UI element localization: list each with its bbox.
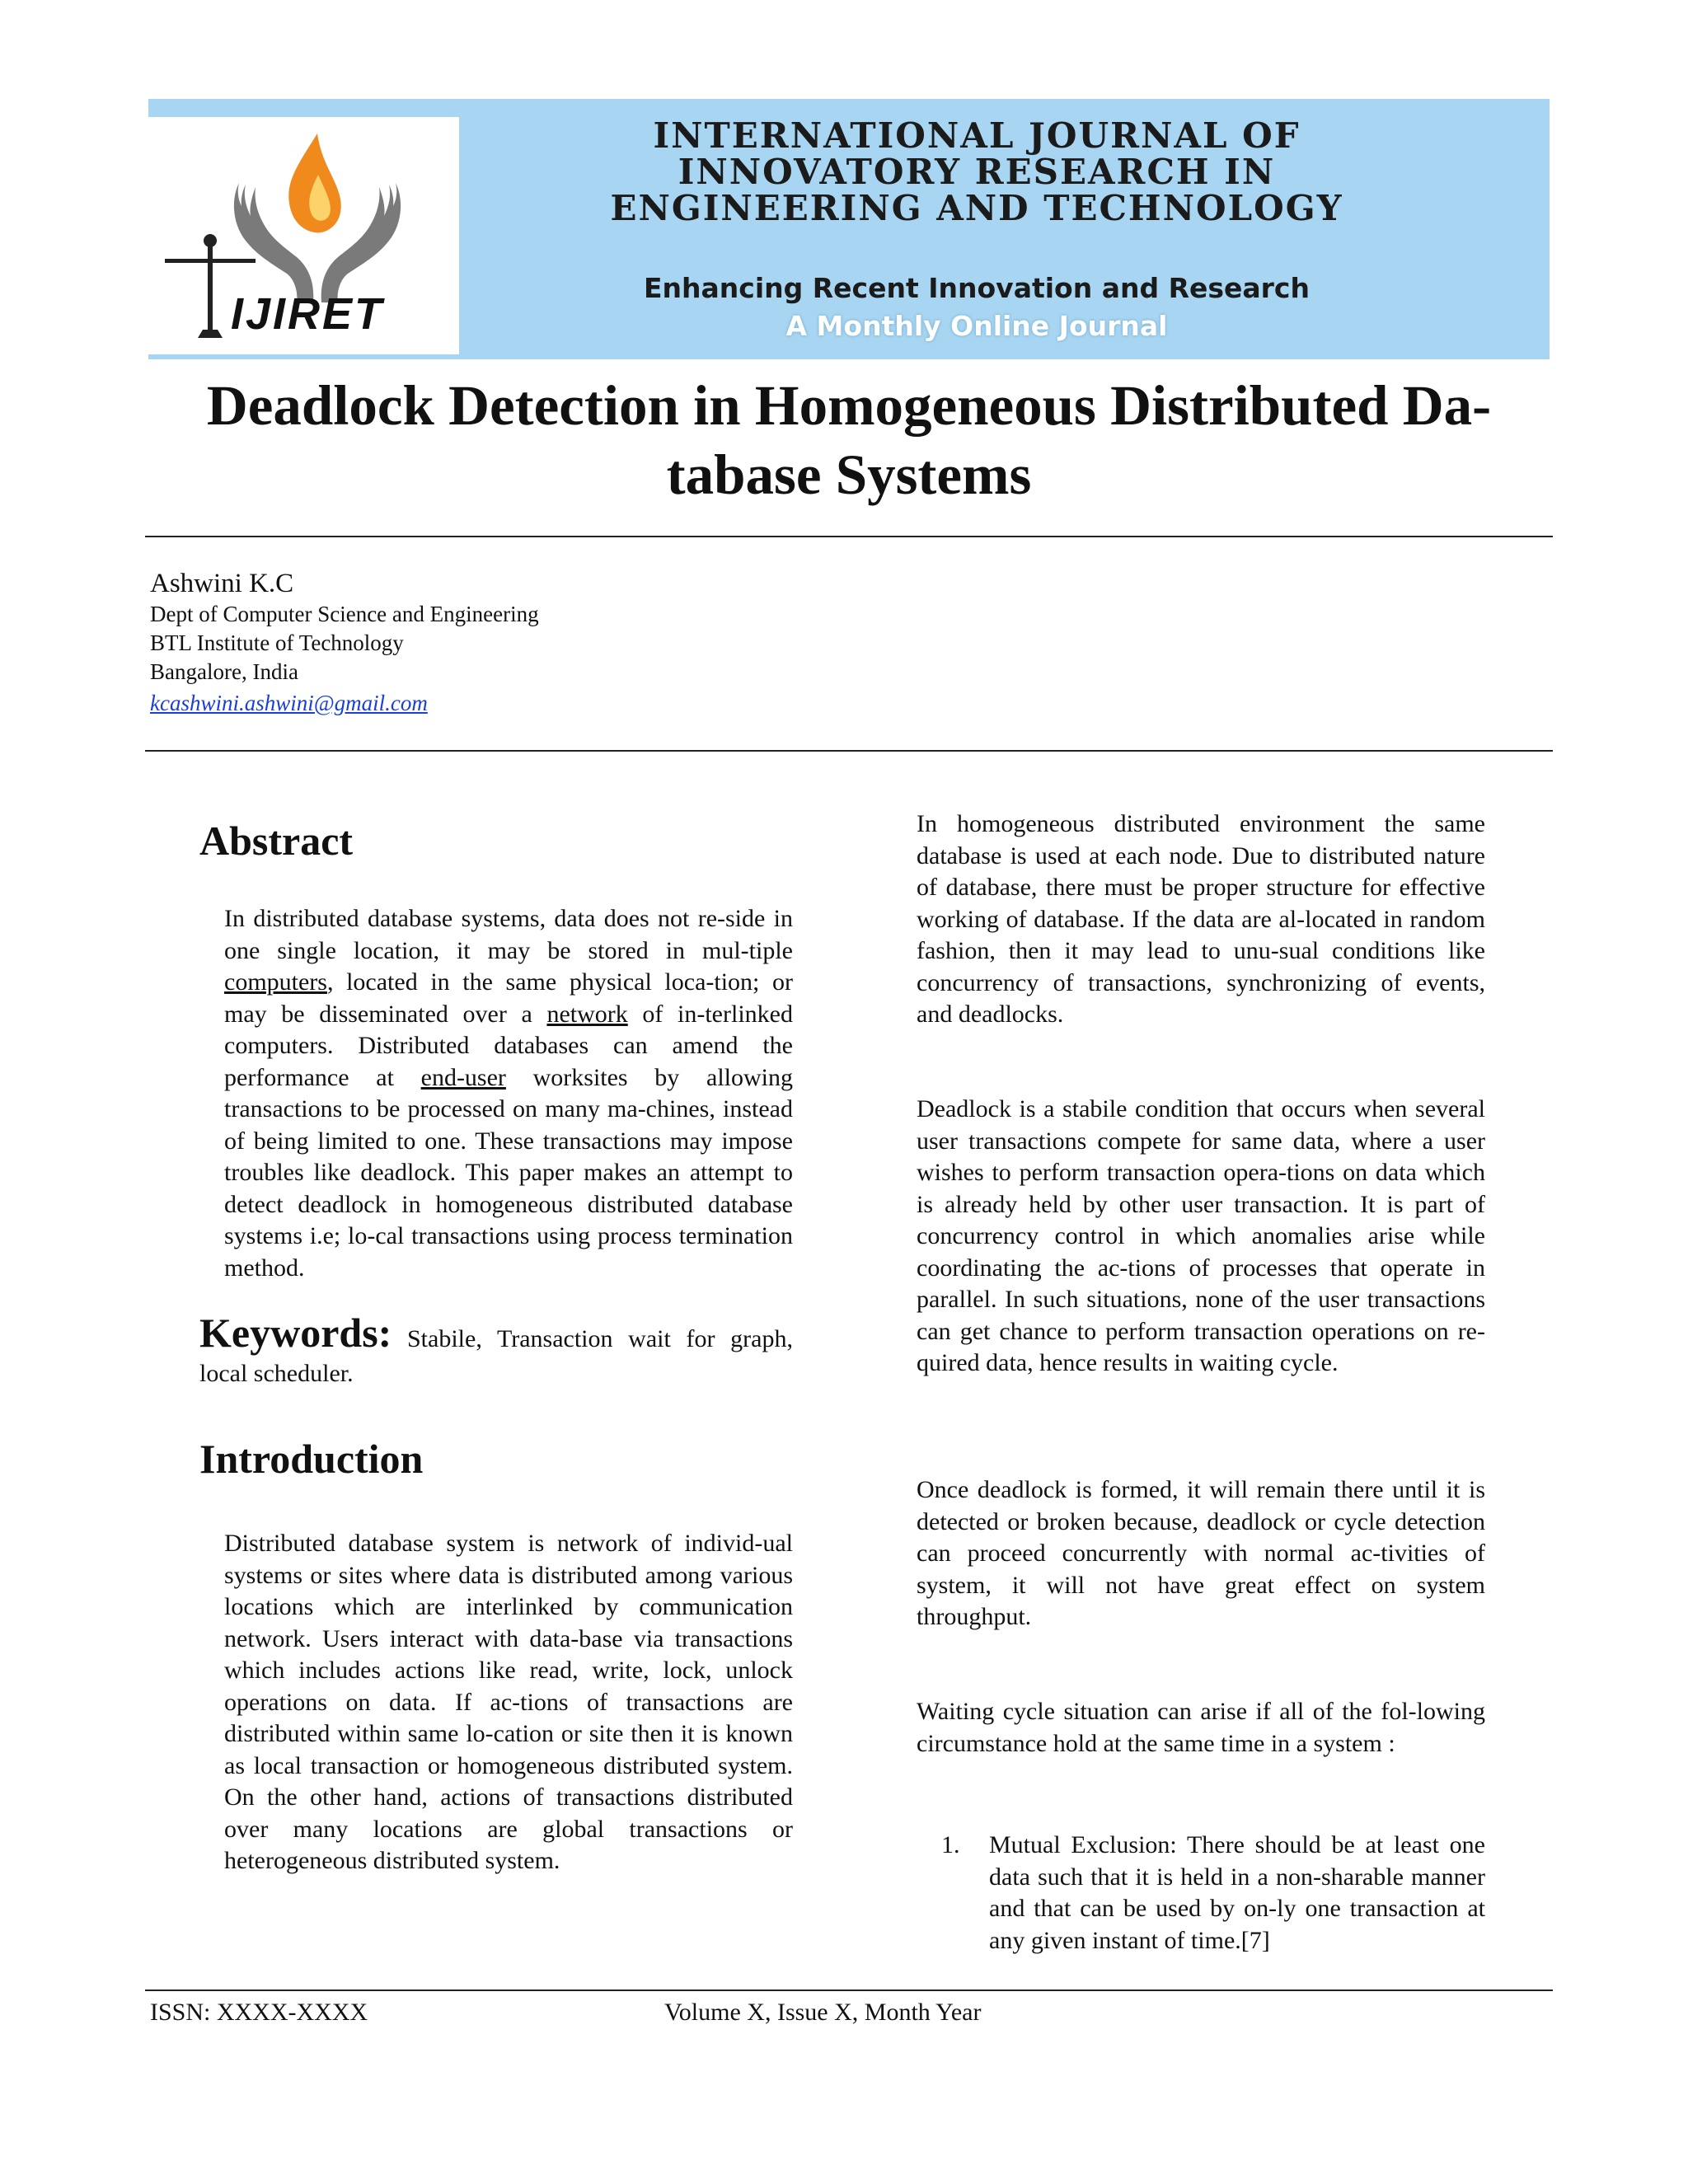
deadlock-definition-paragraph: Deadlock is a stabile condition that occurs when several user transactions compete for same data, where a user wishes to perform transaction opera-tions on data which is already held by other user transaction. It is part of concurrency control in which anomalies arise while coordinating the ac-tions of processes that operate in parallel. In such situations, none of the user transactions can get chance to perform transaction operations on re-quired data, hence results in waiting cycle. <box>917 1095 1485 1376</box>
paper-title-line-2: tabase Systems <box>666 443 1032 506</box>
abstract-text-part-4: worksites by allowing transactions to be processed on many ma-chines, instead of being limited to one. These transactions may impose troubles like deadlock. This paper makes an attempt to detect deadlock in homogeneous distributed database systems i.e; lo-cal transactions using process termination method. <box>224 1063 793 1282</box>
abstract-text-part-2: , located in the same physical loca-tion; or may be disseminated over a <box>224 968 793 1028</box>
journal-logo <box>148 117 459 354</box>
keywords-paragraph <box>199 1310 793 1391</box>
author-block <box>150 567 539 719</box>
author-institute: BTL Institute of Technology <box>150 630 404 655</box>
abstract-text-part-3: of in-terlinked computers. Distributed databases can amend the performance at <box>224 1000 793 1091</box>
author-divider <box>145 750 1553 752</box>
introduction-text: Distributed database system is network of individ-ual systems or sites where data is distributed among various locations which are interlinked by communication network. Users interact with data-base via transactions which includes actions like read, write, lock, unlock operations on data. If ac-tions of transactions are distributed within same lo-cation or site then it is known as local transaction or homogeneous distributed system. On the other hand, actions of transactions distributed over many locations are global transactions or heterogeneous distributed system. <box>224 1530 793 1874</box>
footer-divider <box>145 1990 1553 1991</box>
list-item-text: Mutual Exclusion: There should be at least one data such that it is held in a non-sharable manner and that can be used by on-ly one transaction at any given instant of time.[7] <box>989 1831 1485 1954</box>
footer-volume: Volume X, Issue X, Month Year <box>664 1999 982 2026</box>
logo-text: IJIRET <box>231 289 385 339</box>
end-user-link[interactable]: end-user <box>420 1063 506 1091</box>
paper-title-line-1: Deadlock Detection in Homogeneous Distributed Da- <box>206 374 1492 437</box>
list-item-number: 1. <box>941 1831 960 1858</box>
keywords-label: Keywords: <box>199 1310 392 1356</box>
keywords-text: Stabile, Transaction wait for graph, local scheduler. <box>199 1325 793 1387</box>
author-dept: Dept of Computer Science and Engineering <box>150 602 539 626</box>
homogeneous-paragraph: In homogeneous distributed environment the same database is used at each node. Due to distributed nature of database, there must be proper structure for effective working of database. If the data are al-located in random fashion, then it may lead to unu-sual conditions like concurrency of transactions, synchronizing of events, and deadlocks. <box>917 810 1485 1028</box>
footer-issn: ISSN: XXXX-XXXX <box>150 1999 368 2026</box>
waiting-cycle-paragraph: Waiting cycle situation can arise if all of the fol-lowing circumstance hold at the same time in a system : <box>917 1698 1485 1757</box>
deadlock-formed-paragraph: Once deadlock is formed, it will remain there until it is detected or broken because, deadlock or cycle detection can proceed concurrently with normal ac-tivities of system, it will not have great effect on system throughput. <box>917 1476 1485 1630</box>
abstract-heading: Abstract <box>199 818 354 864</box>
introduction-heading: Introduction <box>199 1436 424 1482</box>
author-name: Ashwini K.C <box>150 569 294 598</box>
journal-subtagline: A Monthly Online Journal <box>785 310 1168 342</box>
journal-name-line-1: INTERNATIONAL JOURNAL OF <box>653 115 1301 156</box>
journal-banner <box>148 99 1550 359</box>
journal-name-line-2: INNOVATORY RESEARCH IN <box>678 152 1276 192</box>
title-divider <box>145 536 1553 537</box>
journal-tagline: Enhancing Recent Innovation and Research <box>643 272 1310 304</box>
abstract-text-part-1: In distributed database systems, data does not re-side in one single location, it may be stored in mul-tiple <box>224 905 793 964</box>
network-link[interactable]: network <box>546 1000 628 1028</box>
abstract-text <box>224 903 793 1284</box>
author-email-link[interactable]: kcashwini.ashwini@gmail.com <box>150 691 428 715</box>
computers-link[interactable]: computers <box>224 968 327 996</box>
paper-title <box>132 371 1566 509</box>
journal-name-line-3: ENGINEERING AND TECHNOLOGY <box>610 188 1343 228</box>
author-location: Bangalore, India <box>150 659 298 684</box>
